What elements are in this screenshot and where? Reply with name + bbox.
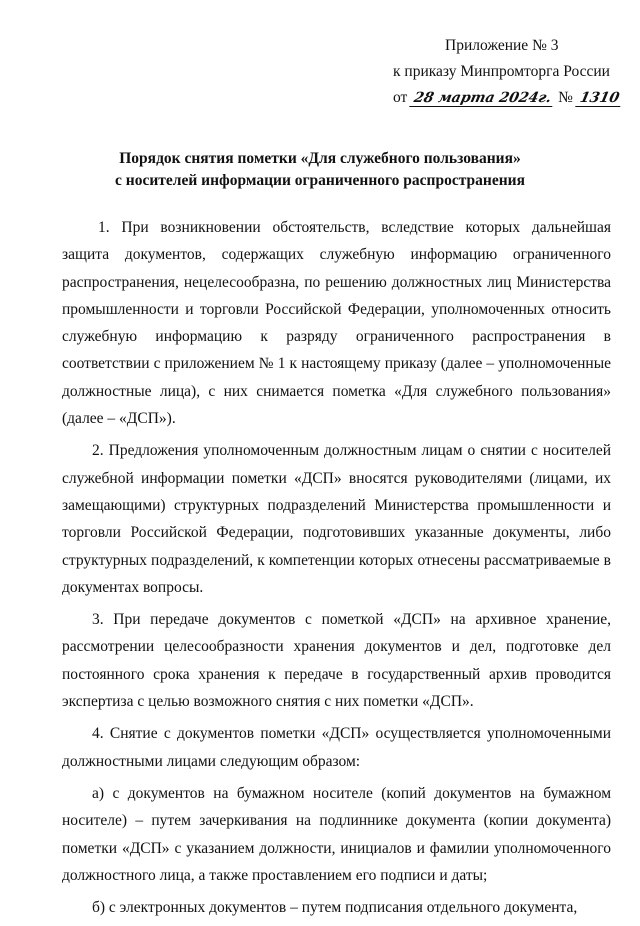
title-line-1: Порядок снятия пометки «Для служебного пользования» (119, 150, 521, 167)
paragraph-1: 1. При возникновении обстоятельств, вследствие которых дальнейшая защита документов, содержащих служебную информацию ограниченного распространения, нецелесообразна, по решению должностных лиц Министерства промышленности и торговли Российской Федерации, уполномоченных относить служебную информацию к разряду ограниченного распространения в соответствии с приложением № 1 к настоящему приказу (далее – уполномоченные должностные лица), с них снимается пометка «Для служебного пользования» (далее – «ДСП»). (62, 219, 611, 428)
appendix-header (393, 33, 633, 111)
number-prefix: № (558, 89, 573, 106)
title-line-2: с носителей информации ограниченного распространения (115, 172, 525, 189)
document-title (60, 148, 580, 192)
document-body (62, 214, 611, 926)
handwritten-number: 1310 (575, 90, 624, 107)
paragraph-3: 3. При передаче документов с пометкой «ДСП» на архивное хранение, рассмотрении целесообразности хранения документов и дел, подготовке дел постоянного срока хранения к передаче в государственный архив проводится экспертиза с целью возможного снятия с них пометки «ДСП». (62, 611, 611, 711)
order-reference: к приказу Минпромторга России (393, 63, 610, 80)
paragraph-4: 4. Снятие с документов пометки «ДСП» осуществляется уполномоченными должностными лицами следующим образом: (62, 725, 611, 770)
appendix-number: Приложение № 3 (445, 37, 559, 54)
date-prefix: от (393, 89, 408, 106)
handwritten-date: 28 марта 2024г. (409, 90, 556, 107)
order-date-line (393, 85, 633, 111)
paragraph-2: 2. Предложения уполномоченным должностным лицам о снятии с носителей служебной информации пометки «ДСП» вносятся руководителями (лицами, их замещающими) структурных подразделений Министерства промышленности и торговли Российской Федерации, подготовивших указанные документы, либо структурных подразделений, к компетенции которых отнесены рассматриваемые в документах вопросы. (62, 442, 611, 596)
paragraph-4a: а) с документов на бумажном носителе (копий документов на бумажном носителе) – путем зачеркивания на подлиннике документа (копии документа) пометки «ДСП» с указанием должности, инициалов и фамилии уполномоченного должностного лица, а также проставлением его подписи и даты; (62, 784, 611, 884)
paragraph-4b: б) с электронных документов – путем подписания отдельного документа, (92, 899, 578, 917)
